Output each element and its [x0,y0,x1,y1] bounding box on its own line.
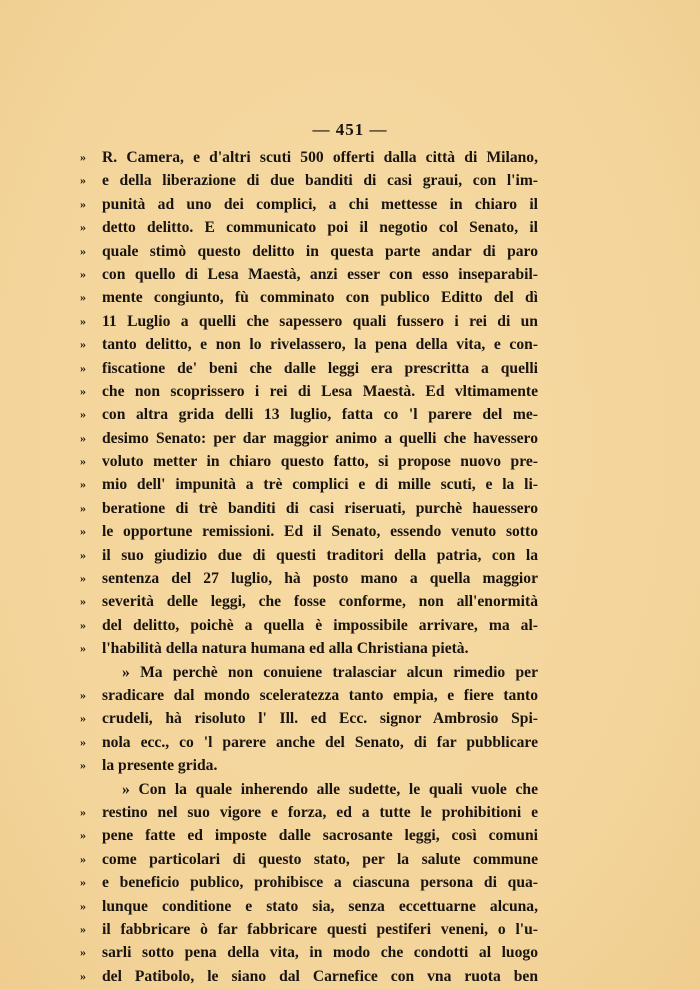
page-number: — 451 — [312,120,388,139]
quote-mark: » [80,454,86,469]
text-line [74,333,538,356]
quote-mark: » [80,243,86,258]
line-text: del delitto, poichè a quella è impossibile arrivare, ma al- [102,616,538,634]
line-text: con altra grida delli 13 luglio, fatta co 'l parere del me- [102,406,538,424]
line-text: nola ecc., co 'l parere anche del Senato, di far pubblicare [102,733,538,751]
line-text: mio dell' impunità a trè complici e di mille scuti, e la li- [102,476,538,494]
line-text: lunque conditione e stato sia, senza eccettuarne alcuna, [102,897,538,915]
quote-mark: » [80,804,86,819]
text-line [74,614,538,637]
text-line [74,263,538,286]
line-text: e beneficio publico, prohibisce a ciascuna persona di qua- [102,874,538,892]
text-line [74,778,538,801]
line-text: restino nel suo vigore e forza, ed a tutte le prohibitioni e [102,803,538,821]
body-text [74,146,538,988]
quote-mark: » [80,898,86,913]
quote-mark: » [80,500,86,515]
quote-mark: » [80,968,86,983]
line-text: il suo giudizio due di questi traditori della patria, con la [102,546,538,564]
text-line [74,824,538,847]
line-text: del Patibolo, le siano dal Carnefice con vna ruota ben [102,967,538,985]
quote-mark: » [80,758,86,773]
text-line [74,567,538,590]
line-text: mente congiunto, fù comminato con publico Editto del dì [102,289,538,307]
quote-mark: » [80,547,86,562]
text-line [74,918,538,941]
line-text: crudeli, hà risoluto l' Ill. ed Ecc. signor Ambrosio Spi- [102,710,538,728]
quote-mark: » [80,266,86,281]
text-line [74,310,538,333]
text-line [74,520,538,543]
text-line [74,450,538,473]
text-line [74,731,538,754]
text-line [74,497,538,520]
quote-mark: » [80,571,86,586]
text-line [74,707,538,730]
line-text: voluto metter in chiaro questo fatto, si propose nuovo pre- [102,453,538,471]
quote-mark: » [80,477,86,492]
line-text: pene fatte ed imposte dalle sacrosante leggi, così comuni [102,827,538,845]
line-text: quale stimò questo delitto in questa parte andar di paro [102,242,538,260]
line-text: tanto delitto, e non lo rivelassero, la pena della vita, e con- [102,336,538,354]
quote-mark: » [80,383,86,398]
line-text: le opportune remissioni. Ed il Senato, essendo venuto sotto [102,523,538,541]
text-line [74,473,538,496]
quote-mark: » [80,687,86,702]
quote-mark: » [80,734,86,749]
quote-mark: » [80,828,86,843]
quote-mark: » [80,711,86,726]
line-text: punità ad uno dei complici, a chi mettesse in chiaro il [102,195,538,213]
line-text: sentenza del 27 luglio, hà posto mano a quella maggior [102,570,538,588]
line-text: fiscatione de' beni che dalle leggi era prescritta a quelli [102,359,538,377]
line-text: che non scoprissero i rei di Lesa Maestà. Ed vltimamente [102,382,538,400]
quote-mark: » [80,430,86,445]
quote-mark: » [80,875,86,890]
line-text: con quello di Lesa Maestà, anzi esser con esso inseparabil- [102,265,538,283]
text-line [74,427,538,450]
text-line [74,193,538,216]
text-line [74,661,538,684]
line-text: severità delle leggi, che fosse conforme, non all'enormità [102,593,538,611]
text-line [74,286,538,309]
quote-mark: » [80,921,86,936]
line-text: sradicare dal mondo sceleratezza tanto empia, e fiere tanto [102,686,538,704]
quote-mark: » [80,945,86,960]
quote-mark: » [80,173,86,188]
text-line [74,684,538,707]
quote-mark: » [80,594,86,609]
line-text: » Con la quale inherendo alle sudette, le quali vuole che [122,780,538,798]
quote-mark: » [80,617,86,632]
text-line [74,146,538,169]
line-text: e della liberazione di due banditi di casi graui, con l'im- [102,172,538,190]
text-line [74,240,538,263]
quote-mark: » [80,641,86,656]
text-line [74,871,538,894]
text-line [74,544,538,567]
line-text: » Ma perchè non conuiene tralasciar alcun rimedio per [122,663,538,681]
line-text: detto delitto. E communicato poi il negotio col Senato, il [102,219,538,237]
quote-mark: » [80,524,86,539]
line-text: beratione di trè banditi di casi riseruati, purchè hauessero [102,499,538,517]
text-line [74,357,538,380]
text-line [74,848,538,871]
line-text: desimo Senato: per dar maggior animo a quelli che havessero [102,429,538,447]
quote-mark: » [80,360,86,375]
text-line [74,941,538,964]
text-line [74,637,538,660]
quote-mark: » [80,220,86,235]
text-line [74,380,538,403]
text-line [74,965,538,988]
line-text: sarli sotto pena della vita, in modo che condotti al luogo [102,944,538,962]
quote-mark: » [80,407,86,422]
text-line [74,216,538,239]
text-line [74,801,538,824]
quote-mark: » [80,851,86,866]
quote-mark: » [80,290,86,305]
line-text: l'habilità della natura humana ed alla Christiana pietà. [102,640,469,658]
text-line [74,590,538,613]
text-line [74,403,538,426]
text-line [74,169,538,192]
quote-mark: » [80,313,86,328]
line-text: come particolari di questo stato, per la salute commune [102,850,538,868]
quote-mark: » [80,337,86,352]
line-text: la presente grida. [102,757,218,775]
line-text: R. Camera, e d'altri scuti 500 offerti dalla città di Milano, [102,149,538,166]
quote-mark: » [80,150,86,164]
text-line [74,754,538,777]
line-text: il fabbricare ò far fabbricare questi pestiferi veneni, o l'u- [102,920,538,938]
line-text: 11 Luglio a quelli che sapessero quali fussero i rei di un [102,312,538,330]
text-line [74,895,538,918]
quote-mark: » [80,196,86,211]
